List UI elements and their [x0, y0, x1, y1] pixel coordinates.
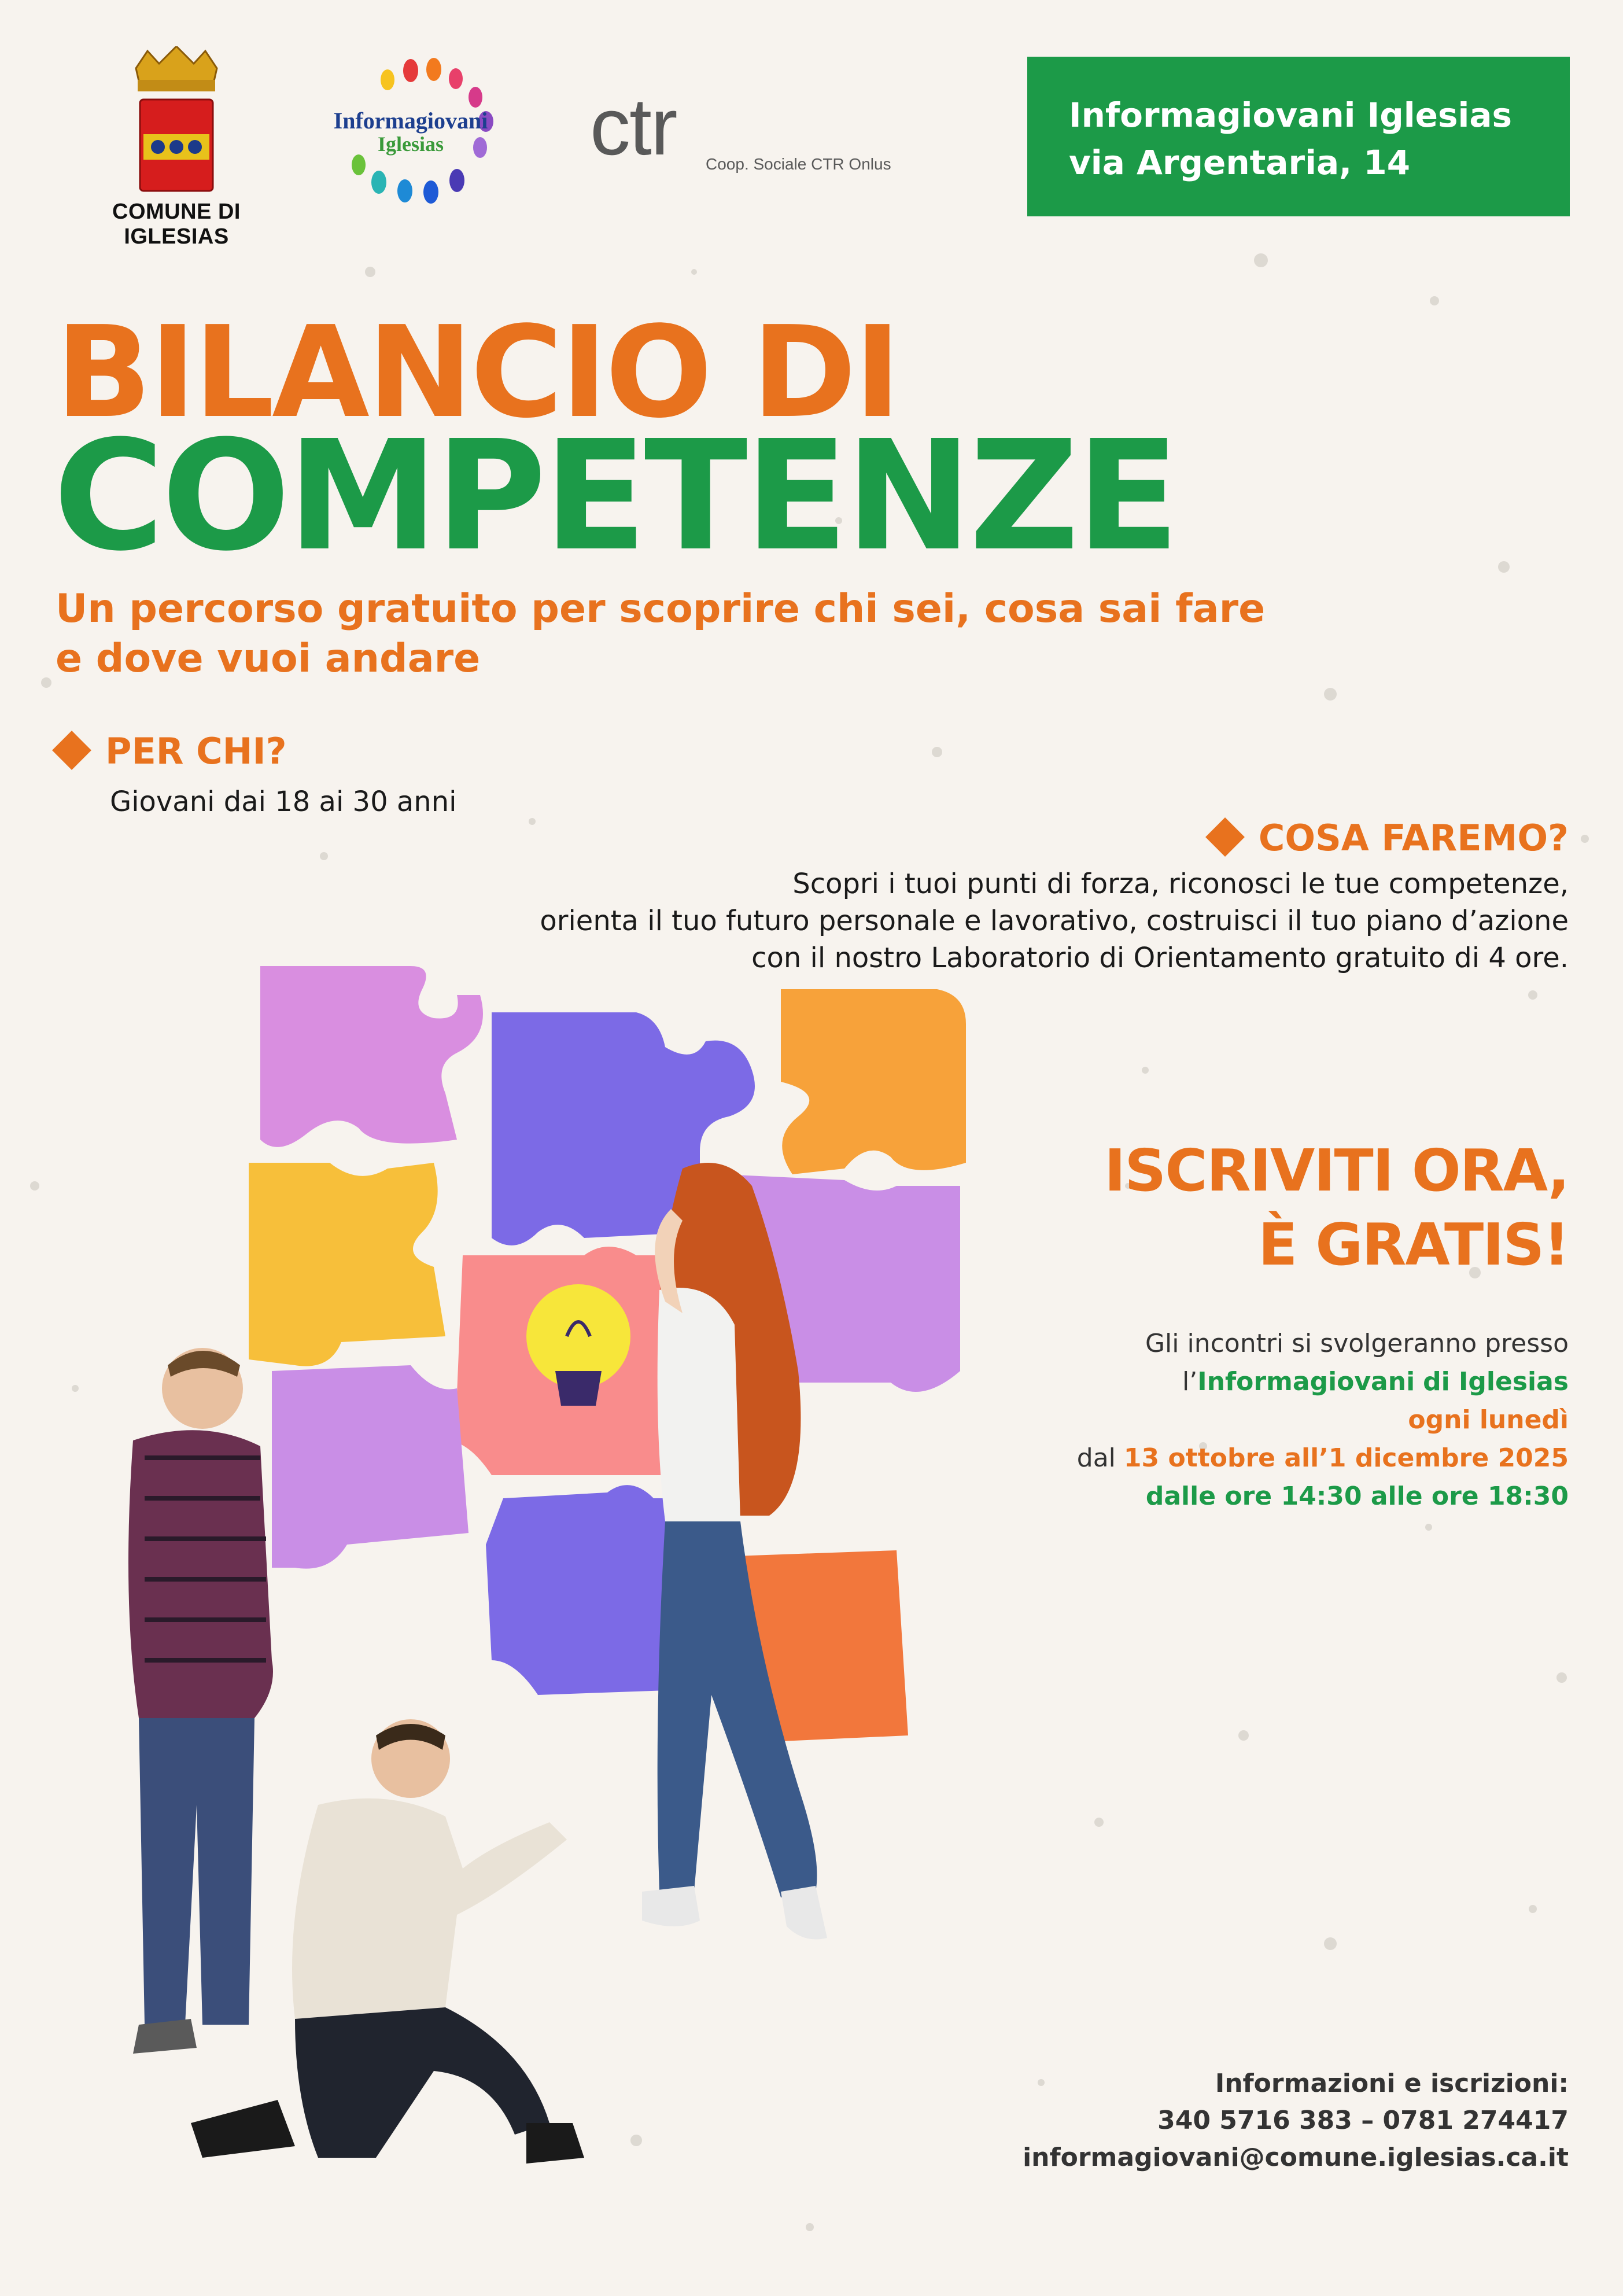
diamond-bullet-icon — [1205, 817, 1245, 857]
puzzle-illustration — [87, 966, 1012, 2210]
schedule-place — [875, 1363, 1569, 1401]
cosa-faremo-line: con il nostro Laboratorio di Orientamento gratuito di 4 ore. — [751, 942, 1569, 974]
comune-label: COMUNE DI IGLESIAS — [112, 200, 241, 249]
subtitle — [56, 584, 1386, 684]
address-line1: Informagiovani Iglesias — [1069, 95, 1513, 135]
title-line2: COMPETENZE — [53, 408, 1177, 584]
contacts-email[interactable]: informagiovani@comune.iglesias.ca.it — [1023, 2143, 1569, 2172]
ctr-tagline: Coop. Sociale CTR Onlus — [706, 155, 891, 173]
puzzle-piece-orange-top — [781, 989, 966, 1174]
title-line1: BILANCIO DI — [56, 300, 899, 446]
per-chi-heading-text: PER CHI? — [105, 730, 287, 772]
cta-line2: È GRATIS! — [1258, 1211, 1569, 1278]
contacts — [875, 2065, 1569, 2176]
schedule-day: ogni lunedì — [1408, 1405, 1569, 1435]
contacts-heading: Informazioni e iscrizioni: — [1215, 2069, 1569, 2098]
cosa-faremo-text — [296, 865, 1569, 976]
call-to-action — [1048, 1134, 1569, 1282]
comune-di-iglesias-logo — [64, 46, 289, 249]
informagiovani-logo-line2: Iglesias — [377, 132, 444, 156]
schedule-intro: Gli incontri si svolgeranno presso — [1145, 1329, 1569, 1358]
cosa-faremo-heading-text: COSA FAREMO? — [1258, 817, 1569, 859]
schedule-place-prefix: l’ — [1182, 1367, 1198, 1396]
ctr-logo — [584, 81, 931, 185]
man-standing-figure — [128, 1348, 273, 2054]
schedule-dates — [875, 1439, 1569, 1477]
cosa-faremo-heading — [1211, 817, 1569, 859]
subtitle-line2: e dove vuoi andare — [56, 636, 481, 681]
crest-icon — [64, 46, 289, 197]
schedule-place-name: Informagiovani — [1197, 1367, 1415, 1396]
address-box — [1027, 57, 1570, 216]
per-chi-text: Giovani dai 18 ai 30 anni — [110, 786, 457, 818]
informagiovani-logo — [324, 58, 521, 208]
puzzle-piece-pink-left — [272, 1365, 469, 1569]
puzzle-piece-yellow — [249, 1163, 445, 1366]
diamond-bullet-icon — [52, 731, 91, 770]
informagiovani-logo-line1: Informagiovani — [333, 108, 488, 134]
contacts-phones: 340 5716 383 – 0781 274417 — [1157, 2106, 1569, 2135]
schedule-dates-range: 13 ottobre all’1 dicembre 2025 — [1123, 1443, 1569, 1473]
schedule-dates-prefix: dal — [1076, 1443, 1124, 1473]
schedule-info — [875, 1325, 1569, 1516]
ctr-wordmark: ctr — [590, 81, 677, 172]
schedule-hours: dalle ore 14:30 alle ore 18:30 — [1145, 1481, 1569, 1511]
address-line2: via Argentaria, 14 — [1069, 143, 1411, 182]
per-chi-heading — [58, 730, 287, 772]
puzzle-piece-pink — [260, 966, 483, 1147]
cta-line1: ISCRIVITI ORA, — [1104, 1137, 1569, 1204]
schedule-place-city: di Iglesias — [1423, 1367, 1569, 1396]
subtitle-line1: Un percorso gratuito per scoprire chi sei, cosa sai fare — [56, 586, 1266, 632]
cosa-faremo-line: Scopri i tuoi punti di forza, riconosci le tue competenze, — [792, 868, 1569, 900]
cosa-faremo-line: orienta il tuo futuro personale e lavorativo, costruisci il tuo piano d’azione — [540, 905, 1569, 937]
